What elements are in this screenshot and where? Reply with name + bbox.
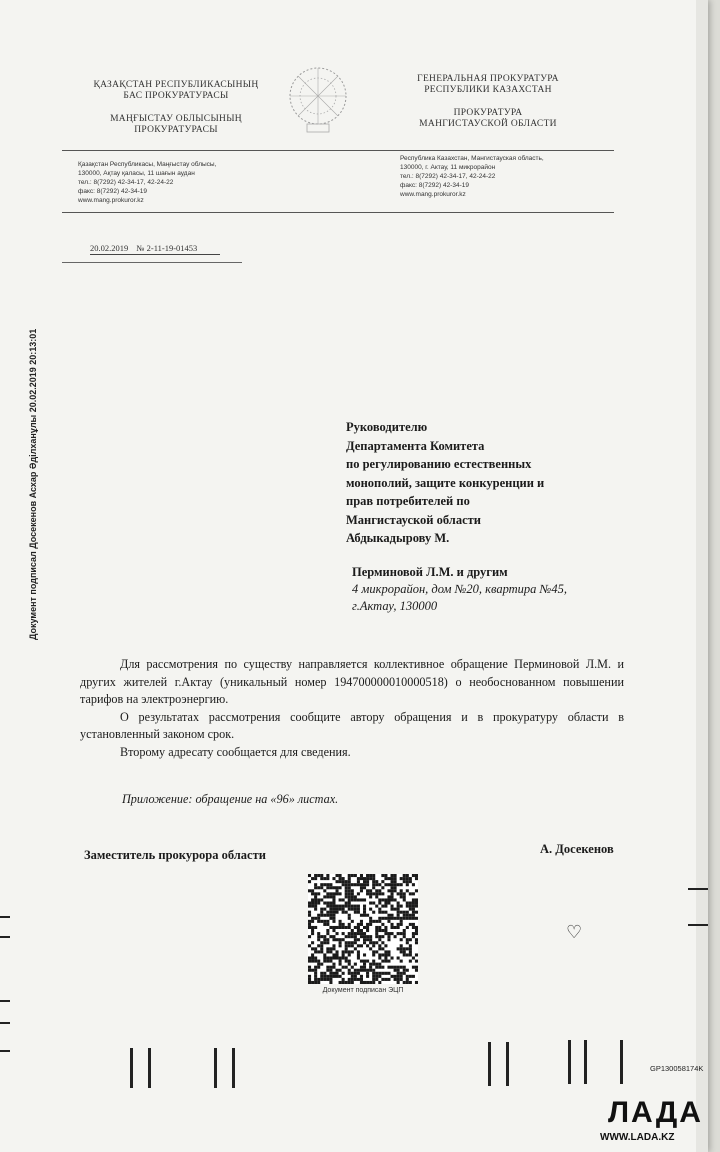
address-right-line: Республика Казахстан, Мангистауская область, bbox=[400, 155, 544, 162]
bar-mark bbox=[506, 1042, 509, 1086]
page-edge bbox=[696, 0, 708, 1152]
bar-mark bbox=[584, 1040, 587, 1084]
address-left-line: тел.: 8(7292) 42-34-17, 42-24-22 bbox=[78, 179, 174, 186]
margin-mark bbox=[0, 1000, 10, 1002]
header-right-line2: РЕСПУБЛИКИ КАЗАХСТАН bbox=[424, 85, 552, 95]
margin-mark bbox=[0, 1022, 10, 1024]
address-left-line: Қазақстан Республикасы, Маңғыстау облысы, bbox=[78, 161, 217, 168]
body-paragraph-3: Второму адресату сообщается для сведения. bbox=[120, 744, 351, 759]
addressee-line: прав потребителей по bbox=[346, 494, 470, 508]
margin-mark bbox=[0, 1050, 10, 1052]
sender-address-line2: г.Актау, 130000 bbox=[352, 599, 438, 613]
address-divider bbox=[62, 212, 614, 213]
header-right-russian bbox=[398, 74, 578, 130]
document-date: 20.02.2019 bbox=[90, 243, 129, 253]
bar-mark bbox=[214, 1048, 217, 1088]
state-emblem-icon bbox=[285, 60, 351, 138]
watermark-url: WWW.LADA.KZ bbox=[600, 1132, 675, 1143]
handwritten-heart-icon: ♡ bbox=[566, 922, 583, 942]
qr-code-icon bbox=[308, 874, 418, 984]
registration-line bbox=[90, 243, 203, 253]
address-right-line: 130000, г. Актау, 11 микрорайон bbox=[400, 164, 496, 171]
address-right-line: www.mang.prokuror.kz bbox=[400, 191, 466, 198]
addressee-line: по регулированию естественных bbox=[346, 457, 532, 471]
header-left-line1: ҚАЗАҚСТАН РЕСПУБЛИКАСЫНЫҢ bbox=[93, 80, 259, 90]
document-number: № 2-11-19-01453 bbox=[136, 243, 198, 253]
vertical-signature-stamp: Документ подписал Досекенов Асхар Әділханұлы 20.02.2019 20:13:01 bbox=[28, 328, 38, 640]
address-left-line: www.mang.prokuror.kz bbox=[78, 197, 144, 204]
letter-body bbox=[80, 656, 624, 761]
signatory-title: Заместитель прокурора области bbox=[84, 848, 266, 862]
addressee-line: Департамента Комитета bbox=[346, 438, 485, 453]
address-right-line: факс: 8(7292) 42-34-19 bbox=[400, 182, 469, 189]
bar-mark bbox=[488, 1042, 491, 1086]
header-divider bbox=[62, 150, 614, 151]
header-right-line1: ГЕНЕРАЛЬНАЯ ПРОКУРАТУРА bbox=[417, 74, 559, 84]
watermark-logo: ЛАДА bbox=[608, 1096, 703, 1129]
attachment-note: Приложение: обращение на «96» листах. bbox=[122, 792, 339, 806]
body-paragraph-2: О результатах рассмотрения сообщите автору обращения и в прокуратуру области в установленный законом срок. bbox=[80, 709, 624, 741]
header-left-kazakh bbox=[76, 80, 276, 136]
address-right bbox=[400, 154, 600, 199]
addressee-line: Мангистауской области bbox=[346, 512, 481, 527]
header-right-line4: МАНГИСТАУСКОЙ ОБЛАСТИ bbox=[419, 119, 557, 129]
header-left-line4: ПРОКУРАТУРАСЫ bbox=[134, 125, 218, 135]
sender-address-line1: 4 микрорайон, дом №20, квартира №45, bbox=[352, 582, 567, 596]
sender-block bbox=[352, 564, 622, 615]
signatory-name: А. Досекенов bbox=[540, 842, 614, 856]
bar-mark bbox=[130, 1048, 133, 1088]
qr-caption: Документ подписан ЭЦП bbox=[322, 987, 404, 994]
header-left-line2: БАС ПРОКУРАТУРАСЫ bbox=[123, 91, 229, 101]
bar-mark bbox=[148, 1048, 151, 1088]
addressee-line: Руководителю bbox=[346, 420, 428, 434]
address-left-line: 130000, Ақтау қаласы, 11 шағын аудан bbox=[78, 170, 195, 177]
header-right-line3: ПРОКУРАТУРА bbox=[453, 108, 523, 118]
address-right-line: тел.: 8(7292) 42-34-17, 42-24-22 bbox=[400, 173, 496, 180]
margin-mark bbox=[688, 924, 708, 926]
address-left bbox=[78, 160, 278, 205]
header-left-line3: МАҢҒЫСТАУ ОБЛЫСЫНЫҢ bbox=[110, 114, 242, 124]
barcode-code: GP13005817​4K bbox=[650, 1064, 704, 1073]
bar-mark bbox=[232, 1048, 235, 1088]
addressee-line: Абдыкадырову М. bbox=[346, 531, 450, 545]
margin-mark bbox=[0, 936, 10, 938]
margin-mark bbox=[688, 888, 708, 890]
body-paragraph-1: Для рассмотрения по существу направляется коллективное обращение Перминовой Л.М. и других жителей г.Актау (уникальный номер 194700000010000518) о необоснованном повышении тарифов на электроэнергию. bbox=[80, 657, 624, 706]
registration-underline bbox=[62, 262, 242, 263]
addressee-block bbox=[346, 418, 606, 548]
sender-name: Перминовой Л.М. и другим bbox=[352, 565, 508, 579]
bar-mark bbox=[620, 1040, 623, 1084]
address-left-line: факс: 8(7292) 42-34-19 bbox=[78, 188, 147, 195]
addressee-line: монополий, защите конкуренции и bbox=[346, 475, 545, 490]
bar-mark bbox=[568, 1040, 571, 1084]
margin-mark bbox=[0, 916, 10, 918]
